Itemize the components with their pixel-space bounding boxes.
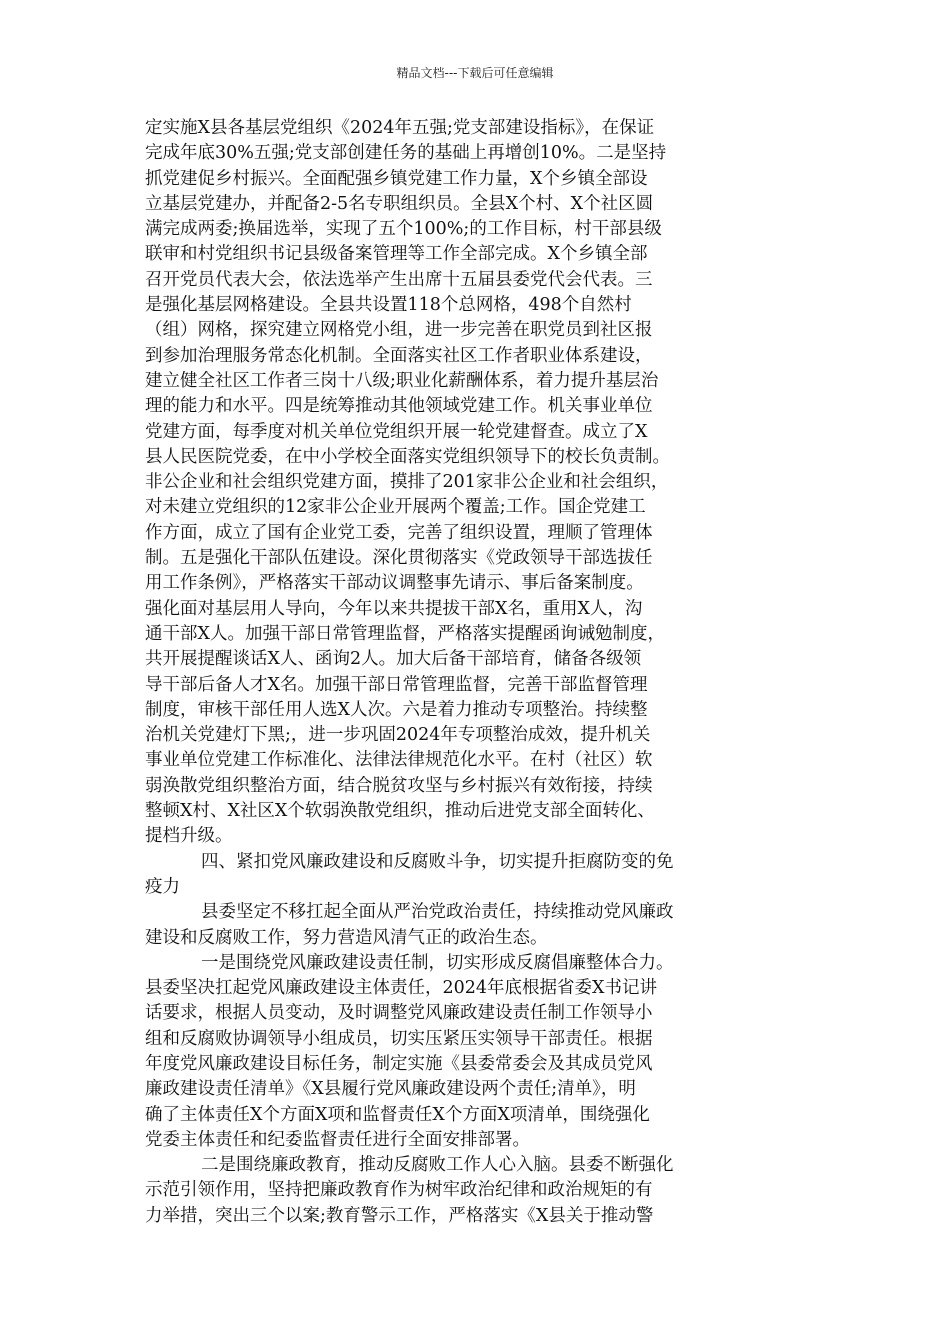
text-line: 到参加治理服务常态化机制。全面落实社区工作者职业体系建设， [145,345,653,366]
text-line: 廉政建设责任清单》《X县履行党风廉政建设两个责任;清单》，明 [145,1079,636,1100]
text-line: 确了主体责任X个方面X项和监督责任X个方面X项清单，围绕强化 [145,1104,650,1125]
text-line: 联审和村党组织书记县级备案管理等工作全部完成。X个乡镇全部 [145,244,648,265]
text-line: 通干部X人。加强干部日常管理监督，严格落实提醒函询诫勉制度， [145,623,665,644]
text-line: 抓党建促乡村振兴。全面配强乡镇党建工作力量，X个乡镇全部设 [145,168,648,189]
text-line: 四、紧扣党风廉政建设和反腐败斗争，切实提升拒腐防变的免 [201,851,674,872]
text-line: 组和反腐败协调领导小组成员，切实压紧压实领导干部责任。根据 [145,1028,653,1049]
text-line: 提档升级。 [145,826,233,847]
page-header: 精品文档---下载后可任意编辑 [396,66,554,80]
text-line: 用工作条例》，严格落实干部动议调整事先请示、事后备案制度。 [145,573,644,594]
text-line: 作方面，成立了国有企业党工委，完善了组织设置，理顺了管理体 [145,522,653,543]
text-line: 力举措，突出三个以案;教育警示工作，严格落实《X县关于推动警 [145,1205,654,1226]
document-body [145,116,825,1229]
text-line: 县人民医院党委，在中小学校全面落实党组织领导下的校长负责制。 [145,446,670,467]
text-line: 整顿X村、X社区X个软弱涣散党组织，推动后进党支部全面转化、 [145,801,655,822]
text-line: 二是围绕廉政教育，推动反腐败工作人心入脑。县委不断强化 [201,1155,674,1176]
text-line: 党委主体责任和纪委监督责任进行全面安排部署。 [145,1129,530,1150]
text-line: 党建方面，每季度对机关单位党组织开展一轮党建督查。成立了X [145,421,648,442]
text-line: 建立健全社区工作者三岗十八级;职业化薪酬体系，着力提升基层治 [145,370,659,391]
text-line: 完成年底30%五强;党支部创建任务的基础上再增创10%。二是坚持 [145,143,667,164]
text-line: 一是围绕党风廉政建设责任制，切实形成反腐倡廉整体合力。 [201,952,674,973]
text-line: 立基层党建办，并配备2-5名专职组织员。全县X个村、X个社区圆 [145,193,654,214]
text-line: 疫力 [145,876,180,897]
text-line: 年度党风廉政建设目标任务，制定实施《县委常委会及其成员党风 [145,1053,653,1074]
text-line: 是强化基层网格建设。全县共设置118个总网格，498个自然村 [145,295,632,316]
text-line: 示范引领作用，坚持把廉政教育作为树牢政治纪律和政治规矩的有 [145,1180,653,1201]
text-line: 制。五是强化干部队伍建设。深化贯彻落实《党政领导干部选拔任 [145,548,653,569]
text-line: 满完成两委;换届选举，实现了五个100%;的工作目标，村干部县级 [145,219,662,240]
text-line: 建设和反腐败工作，努力营造风清气正的政治生态。 [145,927,548,948]
text-line: 治机关党建灯下黑;，进一步巩固2024年专项整治成效，提升机关 [145,725,651,746]
text-line: 县委坚定不移扛起全面从严治党政治责任，持续推动党风廉政 [201,902,674,923]
text-line: 制度，审核干部任用人选X人次。六是着力推动专项整治。持续整 [145,699,648,720]
text-line: （组）网格，探究建立网格党小组，进一步完善在职党员到社区报 [145,320,653,341]
text-line: 对未建立党组织的12家非公企业开展两个覆盖;工作。国企党建工 [145,497,646,518]
text-line: 理的能力和水平。四是统筹推动其他领域党建工作。机关事业单位 [145,396,653,417]
text-line: 强化面对基层用人导向，今年以来共提拔干部X名，重用X人，沟 [145,598,643,619]
text-line: 弱涣散党组织整治方面，结合脱贫攻坚与乡村振兴有效衔接，持续 [145,775,653,796]
text-line: 定实施X县各基层党组织《2024年五强;党支部建设指标》，在保证 [145,118,655,138]
text-line: 话要求，根据人员变动，及时调整党风廉政建设责任制工作领导小 [145,1003,653,1024]
text-line: 事业单位党建工作标准化、法律法律规范化水平。在村（社区）软 [145,750,653,771]
text-line: 共开展提醒谈话X人、函询2人。加大后备干部培育，储备各级领 [145,649,642,670]
text-line: 非公企业和社会组织党建方面，摸排了201家非公企业和社会组织， [145,472,669,493]
text-line: 导干部后备人才X名。加强干部日常管理监督，完善干部监督管理 [145,674,648,695]
text-line: 县委坚决扛起党风廉政建设主体责任，2024年底根据省委X书记讲 [145,978,657,999]
text-line: 召开党员代表大会，依法选举产生出席十五届县委党代会代表。三 [145,269,653,290]
